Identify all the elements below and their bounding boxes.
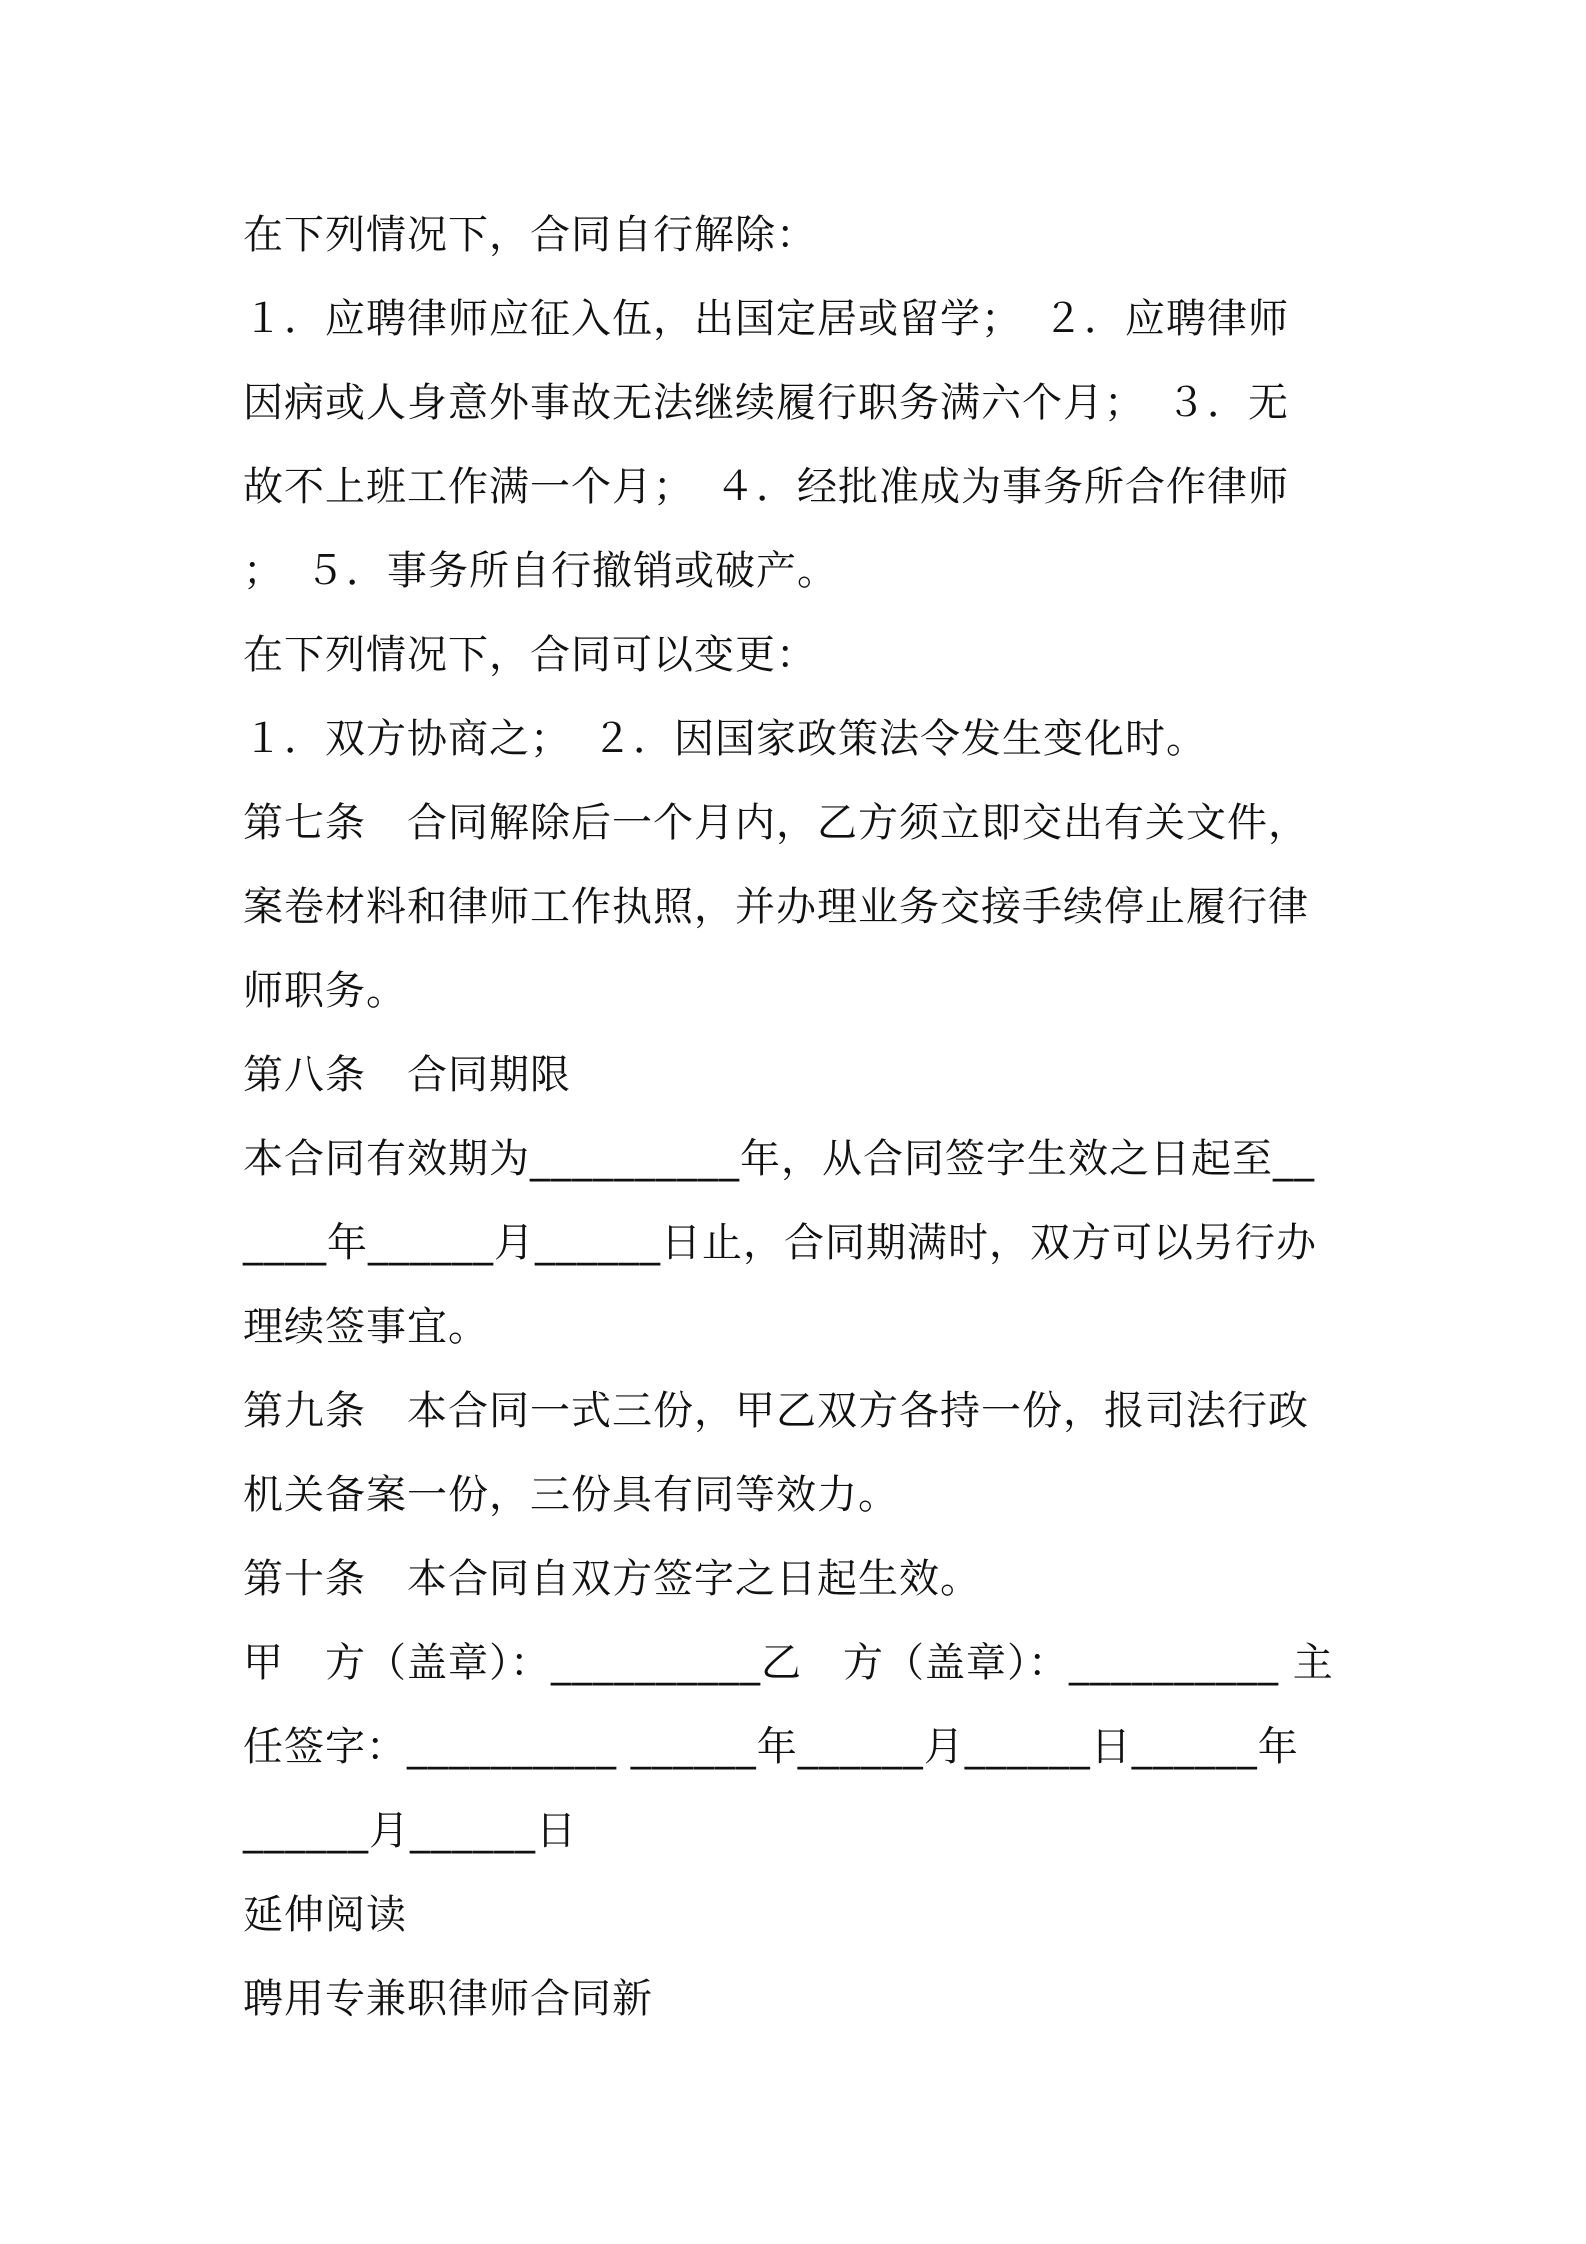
text-line: 第七条 合同解除后一个月内，乙方须立即交出有关文件，: [243, 800, 1309, 846]
text-line: 第十条 本合同自双方签字之日起生效。: [243, 1556, 981, 1602]
text-line: 在下列情况下，合同自行解除：: [243, 212, 817, 258]
text-line: 在下列情况下，合同可以变更：: [243, 632, 817, 678]
text-line: 因病或人身意外事故无法继续履行职务满六个月； ３．无: [243, 380, 1289, 426]
text-line: 本合同有效期为__________年，从合同签字生效之日起至__: [243, 1136, 1315, 1182]
text-line: 任签字：__________ ______年______月______日______年: [243, 1724, 1299, 1770]
text-line: 师职务。: [243, 968, 407, 1014]
text-line: 理续签事宜。: [243, 1304, 489, 1350]
text-line: １．双方协商之； ２．因国家政策法令发生变化时。: [243, 716, 1207, 762]
text-line: 聘用专兼职律师合同新: [243, 1976, 653, 2022]
text-line: 第九条 本合同一式三份，甲乙双方各持一份，报司法行政: [243, 1388, 1309, 1434]
text-line: ____年______月______日止，合同期满时，双方可以另行办: [243, 1220, 1317, 1266]
text-line: 故不上班工作满一个月； ４．经批准成为事务所合作律师: [243, 464, 1289, 510]
text-line: 延伸阅读: [243, 1892, 407, 1938]
document-body: [243, 193, 1358, 2041]
text-line: ； ５．事务所自行撤销或破产。: [243, 548, 838, 594]
text-line: 机关备案一份，三份具有同等效力。: [243, 1472, 899, 1518]
text-line: ______月______日: [243, 1808, 577, 1854]
text-line: 第八条 合同期限: [243, 1052, 571, 1098]
text-line: １．应聘律师应征入伍，出国定居或留学； ２．应聘律师: [243, 296, 1289, 342]
text-line: 案卷材料和律师工作执照，并办理业务交接手续停止履行律: [243, 884, 1309, 930]
text-line: 甲 方（盖章）：__________乙 方（盖章）：__________ 主: [243, 1640, 1334, 1686]
